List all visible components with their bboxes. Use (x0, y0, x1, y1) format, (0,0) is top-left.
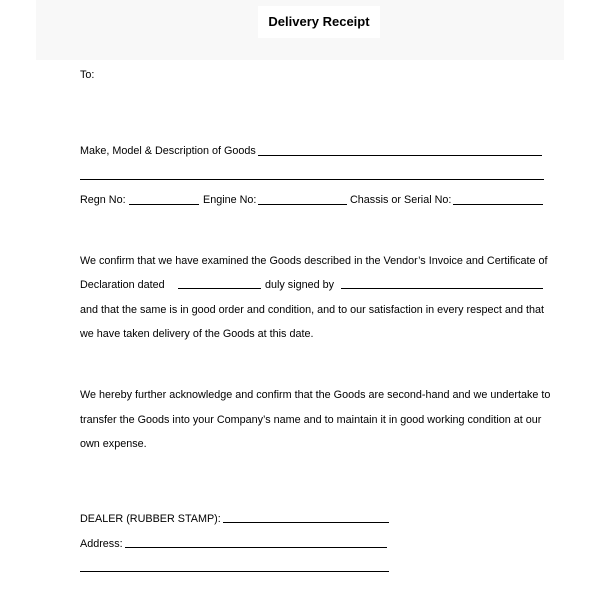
address-field-line[interactable] (125, 547, 387, 548)
paragraph1-line3: and that the same is in good order and condition, and to our satisfaction in every respect and that (80, 304, 544, 316)
paragraph1-line1: We confirm that we have examined the Goods described in the Vendor’s Invoice and Certificate of (80, 255, 548, 267)
title-box (258, 6, 380, 38)
regn-field-line[interactable] (129, 204, 199, 205)
signed-by-line[interactable] (341, 288, 543, 289)
paragraph1-line4: we have taken delivery of the Goods at this date. (80, 328, 314, 340)
goods-field-line[interactable] (258, 155, 542, 156)
duly-signed-label: duly signed by (265, 279, 335, 291)
dealer-stamp-line[interactable] (223, 522, 389, 523)
engine-field-line[interactable] (258, 204, 347, 205)
header-band (36, 0, 564, 60)
goods-label: Make, Model & Description of Goods (80, 145, 256, 157)
dealer-label: DEALER (RUBBER STAMP): (80, 513, 221, 525)
address-label: Address: (80, 538, 123, 550)
goods-field-line-2[interactable] (80, 179, 544, 180)
engine-label: Engine No: (203, 194, 257, 206)
declaration-dated-label: Declaration dated (80, 279, 165, 291)
regn-label: Regn No: (80, 194, 126, 206)
page-title: Delivery Receipt (268, 14, 370, 29)
paragraph2-line3: own expense. (80, 438, 147, 450)
to-label: To: (80, 69, 95, 81)
chassis-field-line[interactable] (453, 204, 543, 205)
paragraph2-line2: transfer the Goods into your Company’s name and to maintain it in good working condition at our (80, 414, 542, 426)
address-field-line-2[interactable] (80, 571, 389, 572)
declaration-date-line[interactable] (178, 288, 261, 289)
paragraph2-line1: We hereby further acknowledge and confirm that the Goods are second-hand and we undertake to (80, 389, 551, 401)
chassis-label: Chassis or Serial No: (350, 194, 452, 206)
